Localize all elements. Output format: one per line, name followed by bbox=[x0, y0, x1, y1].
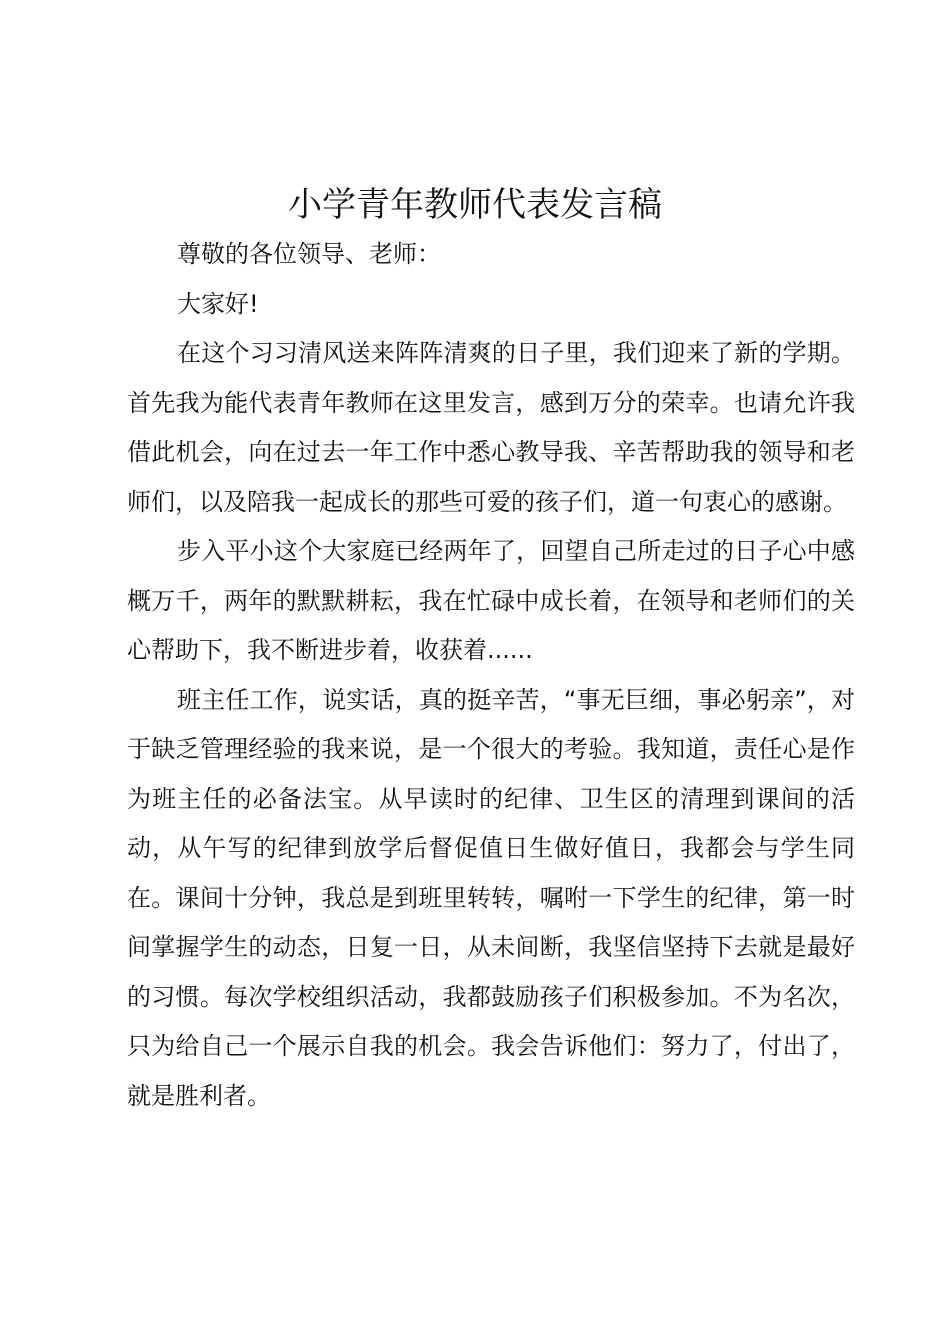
paragraph-class-teacher: 班主任工作，说实话，真的挺辛苦，“事无巨细，事必躬亲”，对于缺乏管理经验的我来说，是一个很大的考验。我知道，责任心是作为班主任的必备法宝。从早读时的纪律、卫生区的清理到课间的活动，从午写的纪律到放学后督促值日生做好值日，我都会与学生同在。课间十分钟，我总是到班里转转，嘱咐一下学生的纪律，第一时间掌握学生的动态，日复一日，从未间断，我坚信坚持下去就是最好的习惯。每次学校组织活动，我都鼓励孩子们积极参加。不为名次，只为给自己一个展示自我的机会。我会告诉他们：努力了，付出了，就是胜利者。 bbox=[127, 685, 855, 1110]
paragraph-intro: 在这个习习清风送来阵阵清爽的日子里，我们迎来了新的学期。首先我为能代表青年教师在这里发言，感到万分的荣幸。也请允许我借此机会，向在过去一年工作中悉心教导我、辛苦帮助我的领导和老师们，以及陪我一起成长的那些可爱的孩子们，道一句衷心的感谢。 bbox=[127, 339, 855, 516]
greeting: 大家好! bbox=[177, 289, 259, 318]
document-body bbox=[127, 230, 855, 1121]
salutation: 尊敬的各位领导、老师： bbox=[177, 240, 441, 268]
paragraph-growth: 步入平小这个大家庭已经两年了，回望自己所走过的日子心中感概万千，两年的默默耕耘，我在忙碌中成长着，在领导和老师们的关心帮助下，我不断进步着，收获着...... bbox=[127, 537, 855, 664]
document-title: 小学青年教师代表发言稿 bbox=[288, 185, 662, 225]
